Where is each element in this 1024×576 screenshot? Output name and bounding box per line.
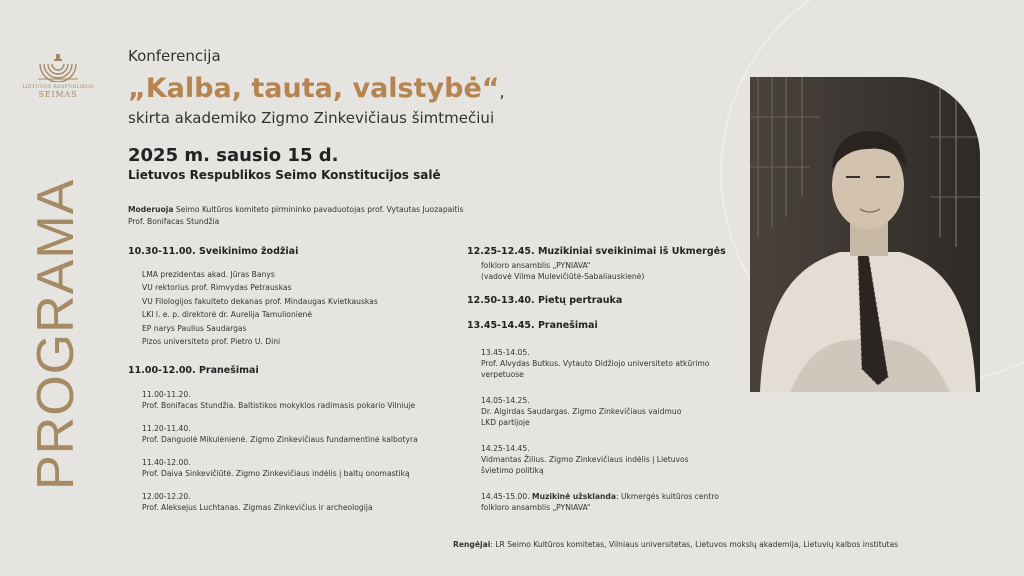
talk-item bbox=[142, 457, 410, 479]
moderators-label: Moderuoja bbox=[128, 205, 174, 214]
talk-item bbox=[142, 491, 373, 513]
list-item: Pizos universiteto prof. Pietro U. Dini bbox=[142, 337, 281, 347]
title-tail: , bbox=[499, 82, 505, 101]
organizers-text: : LR Seimo Kultūros komitetas, Vilniaus universitetas, Lietuvos mokslų akademija, Lietuvių kalbos institutas bbox=[490, 540, 899, 549]
talk-time: 11.40-12.00. bbox=[142, 458, 191, 467]
conference-venue: Lietuvos Respublikos Seimo Konstitucijos salė bbox=[128, 168, 441, 182]
conference-date: 2025 m. sausio 15 d. bbox=[128, 145, 339, 166]
section-title-talks-1: 11.00-12.00. Pranešimai bbox=[128, 365, 259, 376]
talk-text-cont: verpetuose bbox=[481, 370, 524, 379]
list-item: EP narys Paulius Saudargas bbox=[142, 323, 247, 333]
list-item: VU Filologijos fakulteto dekanas prof. Mindaugas Kvietkauskas bbox=[142, 296, 378, 306]
talk-time: 11.20-11.40. bbox=[142, 424, 191, 433]
talk-text: Prof. Aleksejus Luchtanas. Zigmas Zinkevičius ir archeologija bbox=[142, 503, 373, 512]
conference-title bbox=[128, 73, 505, 104]
kicker: Konferencija bbox=[128, 47, 221, 65]
portrait-photo bbox=[750, 77, 980, 392]
talk-text: Dr. Algirdas Saudargas. Zigmo Zinkevičiaus vaidmuo bbox=[481, 407, 682, 416]
talk-text: Vidmantas Žilius. Zigmo Zinkevičiaus indėlis į Lietuvos bbox=[481, 455, 689, 464]
music-line1: folkloro ansamblis „PYNIAVA“ bbox=[481, 261, 591, 270]
greetings-list bbox=[142, 268, 378, 348]
talk-item bbox=[481, 491, 719, 513]
talk-time: 11.00-11.20. bbox=[142, 390, 191, 399]
talk-text: Prof. Alvydas Butkus. Vytauto Didžiojo universiteto atkūrimo bbox=[481, 359, 710, 368]
list-item: LMA prezidentas akad. Jūras Banys bbox=[142, 270, 275, 279]
portrait-illustration bbox=[750, 77, 980, 392]
talk-item bbox=[481, 347, 709, 380]
talk-time: 13.45-14.05. bbox=[481, 348, 530, 357]
moderators-line1: Seimo Kultūros komiteto pirmininko pavaduotojas prof. Vytautas Juozapaitis bbox=[173, 205, 464, 214]
talk-highlight: Muzikinė užsklanda bbox=[532, 492, 616, 501]
logo-line1: LIETUVOS RESPUBLIKOS bbox=[22, 84, 94, 90]
moderators-line2: Prof. Bonifacas Stundžia bbox=[128, 217, 220, 226]
talk-time: 14.45-15.00. bbox=[481, 492, 533, 501]
section-title-music: 12.25-12.45. Muzikiniai sveikinimai iš Ukmergės bbox=[467, 246, 726, 257]
conference-title-text: „Kalba, tauta, valstybė“ bbox=[128, 73, 500, 104]
talk-item bbox=[142, 389, 415, 411]
talk-text-cont: LKD partijoje bbox=[481, 418, 530, 427]
seimas-logo bbox=[22, 52, 94, 99]
talk-text: Prof. Daiva Sinkevičiūtė. Zigmo Zinkevičiaus indėlis į baltų onomastiką bbox=[142, 469, 410, 478]
talk-text: Prof. Danguolė Mikulėnienė. Zigmo Zinkevičiaus fundamentinė kalbotyra bbox=[142, 435, 418, 444]
talk-text: Prof. Bonifacas Stundžia. Baltistikos mokyklos radimasis pokario Vilniuje bbox=[142, 401, 416, 410]
talk-time: 14.25-14.45. bbox=[481, 444, 530, 453]
organizers bbox=[453, 540, 898, 549]
side-label-programa: PROGRAMA bbox=[27, 178, 85, 490]
section-title-greetings: 10.30-11.00. Sveikinimo žodžiai bbox=[128, 246, 299, 257]
talk-item bbox=[481, 443, 689, 476]
section-title-talks-2: 13.45-14.45. Pranešimai bbox=[467, 320, 598, 331]
logo-line2: SEIMAS bbox=[38, 90, 78, 99]
conference-subtitle: skirta akademiko Zigmo Zinkevičiaus šimtmečiui bbox=[128, 109, 495, 127]
music-details bbox=[481, 260, 644, 282]
talk-text: : Ukmergės kultūros centro bbox=[615, 492, 719, 501]
talk-text-cont: folkloro ansamblis „PYNIAVA“ bbox=[481, 503, 591, 512]
moderators bbox=[128, 204, 463, 228]
talk-time: 12.00-12.20. bbox=[142, 492, 191, 501]
talk-time: 14.05-14.25. bbox=[481, 396, 530, 405]
talk-text-cont: švietimo politiką bbox=[481, 466, 544, 475]
talk-item bbox=[481, 395, 681, 428]
section-title-lunch: 12.50-13.40. Pietų pertrauka bbox=[467, 295, 623, 306]
list-item: VU rektorius prof. Rimvydas Petrauskas bbox=[142, 283, 292, 293]
music-line2: (vadovė Vilma Mulevičiūtė-Sabaliauskienė) bbox=[481, 272, 645, 281]
seimas-emblem-icon bbox=[36, 52, 80, 82]
organizers-label: Rengėjai bbox=[453, 540, 491, 549]
talk-item bbox=[142, 423, 418, 445]
list-item: LKI l. e. p. direktorė dr. Aurelija Tamulionienė bbox=[142, 310, 313, 320]
